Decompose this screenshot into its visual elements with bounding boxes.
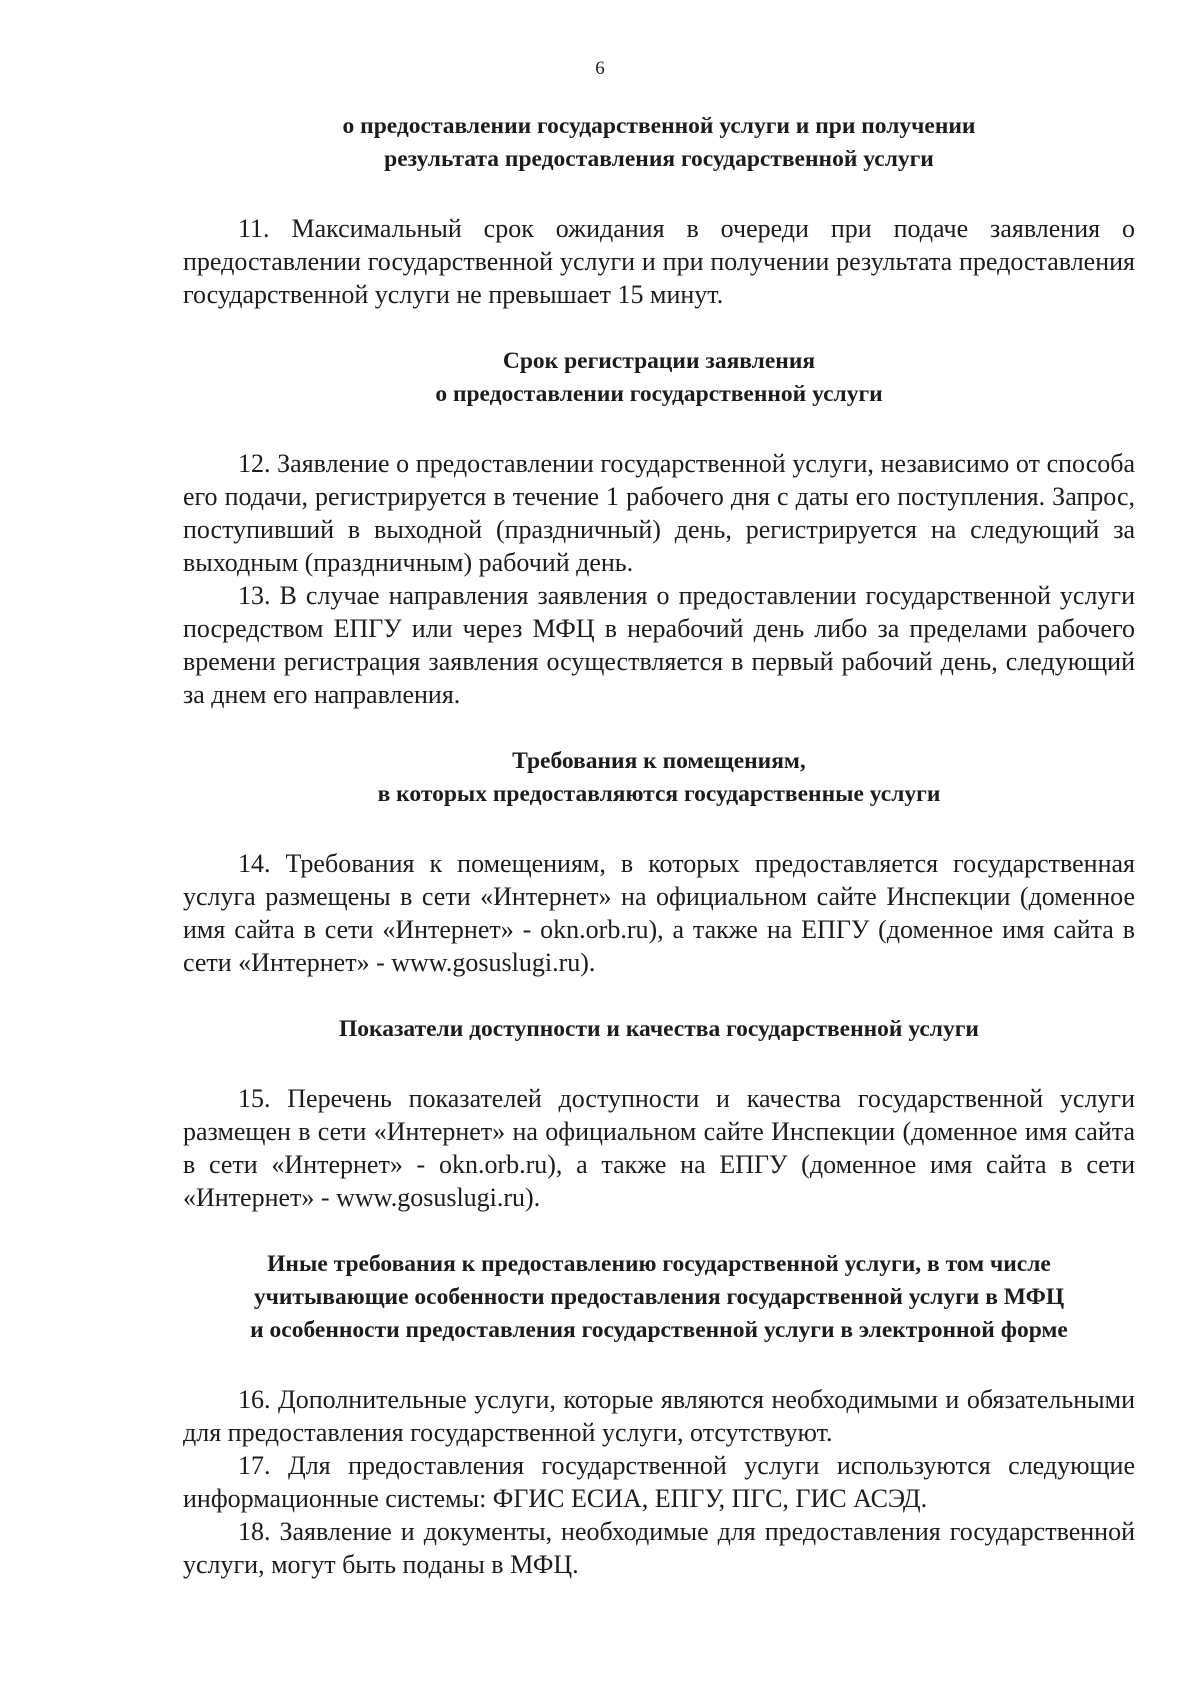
paragraph-13: 13. В случае направления заявления о предоставлении государственной услуги посредством ЕПГУ или через МФЦ в нерабочий день либо за пределами рабочего времени регистрация заявления осуществляется в первый рабочий день, следующий за днем его направления. (183, 581, 1135, 709)
heading-line: Требования к помещениям, (512, 748, 806, 774)
section-heading-registration-term (183, 345, 1135, 411)
paragraph-16: 16. Дополнительные услуги, которые являются необходимыми и обязательными для предоставления государственной услуги, отсутствуют. (183, 1385, 1135, 1447)
section-heading-queue-time (183, 110, 1135, 176)
section-heading-other-requirements (183, 1248, 1135, 1347)
heading-line: результата предоставления государственной услуги (384, 146, 934, 172)
section-heading-accessibility (183, 1013, 1135, 1046)
section-heading-premises (183, 745, 1135, 811)
heading-line: о предоставлении государственной услуги (435, 381, 883, 407)
heading-line: Иные требования к предоставлению государственной услуги, в том числе (267, 1251, 1051, 1277)
heading-line: и особенности предоставления государственной услуги в электронной форме (250, 1317, 1068, 1343)
page-content (183, 110, 1135, 1581)
paragraph-14: 14. Требования к помещениям, в которых предоставляется государственная услуга размещены в сети «Интернет» на официальном сайте Инспекции (доменное имя сайта в сети «Интернет» - okn.orb.ru), а также на ЕПГУ (доменное имя сайта в сети «Интернет» - www.gosuslugi.ru). (183, 849, 1135, 977)
heading-line: в которых предоставляются государственные услуги (377, 781, 941, 807)
page-number: 6 (595, 58, 605, 79)
paragraph-15: 15. Перечень показателей доступности и качества государственной услуги размещен в сети «Интернет» на официальном сайте Инспекции (доменное имя сайта в сети «Интернет» - okn.orb.ru), а также на ЕПГУ (доменное имя сайта в сети «Интернет» - www.gosuslugi.ru). (183, 1084, 1135, 1212)
heading-line: Показатели доступности и качества государственной услуги (339, 1016, 979, 1042)
heading-line: учитывающие особенности предоставления государственной услуги в МФЦ (253, 1284, 1065, 1310)
heading-line: о предоставлении государственной услуги и при получении (342, 113, 976, 139)
heading-line: Срок регистрации заявления (502, 348, 816, 374)
paragraph-17: 17. Для предоставления государственной услуги используются следующие информационные системы: ФГИС ЕСИА, ЕПГУ, ПГС, ГИС АСЭД. (183, 1451, 1135, 1513)
paragraph-11: 11. Максимальный срок ожидания в очереди при подаче заявления о предоставлении государственной услуги и при получении результата предоставления государственной услуги не превышает 15 минут. (183, 214, 1135, 309)
paragraph-12: 12. Заявление о предоставлении государственной услуги, независимо от способа его подачи, регистрируется в течение 1 рабочего дня с даты его поступления. Запрос, поступивший в выходной (праздничный) день, регистрируется на следующий за выходным (праздничным) рабочий день. (183, 449, 1135, 577)
paragraph-18: 18. Заявление и документы, необходимые для предоставления государственной услуги, могут быть поданы в МФЦ. (183, 1517, 1135, 1579)
